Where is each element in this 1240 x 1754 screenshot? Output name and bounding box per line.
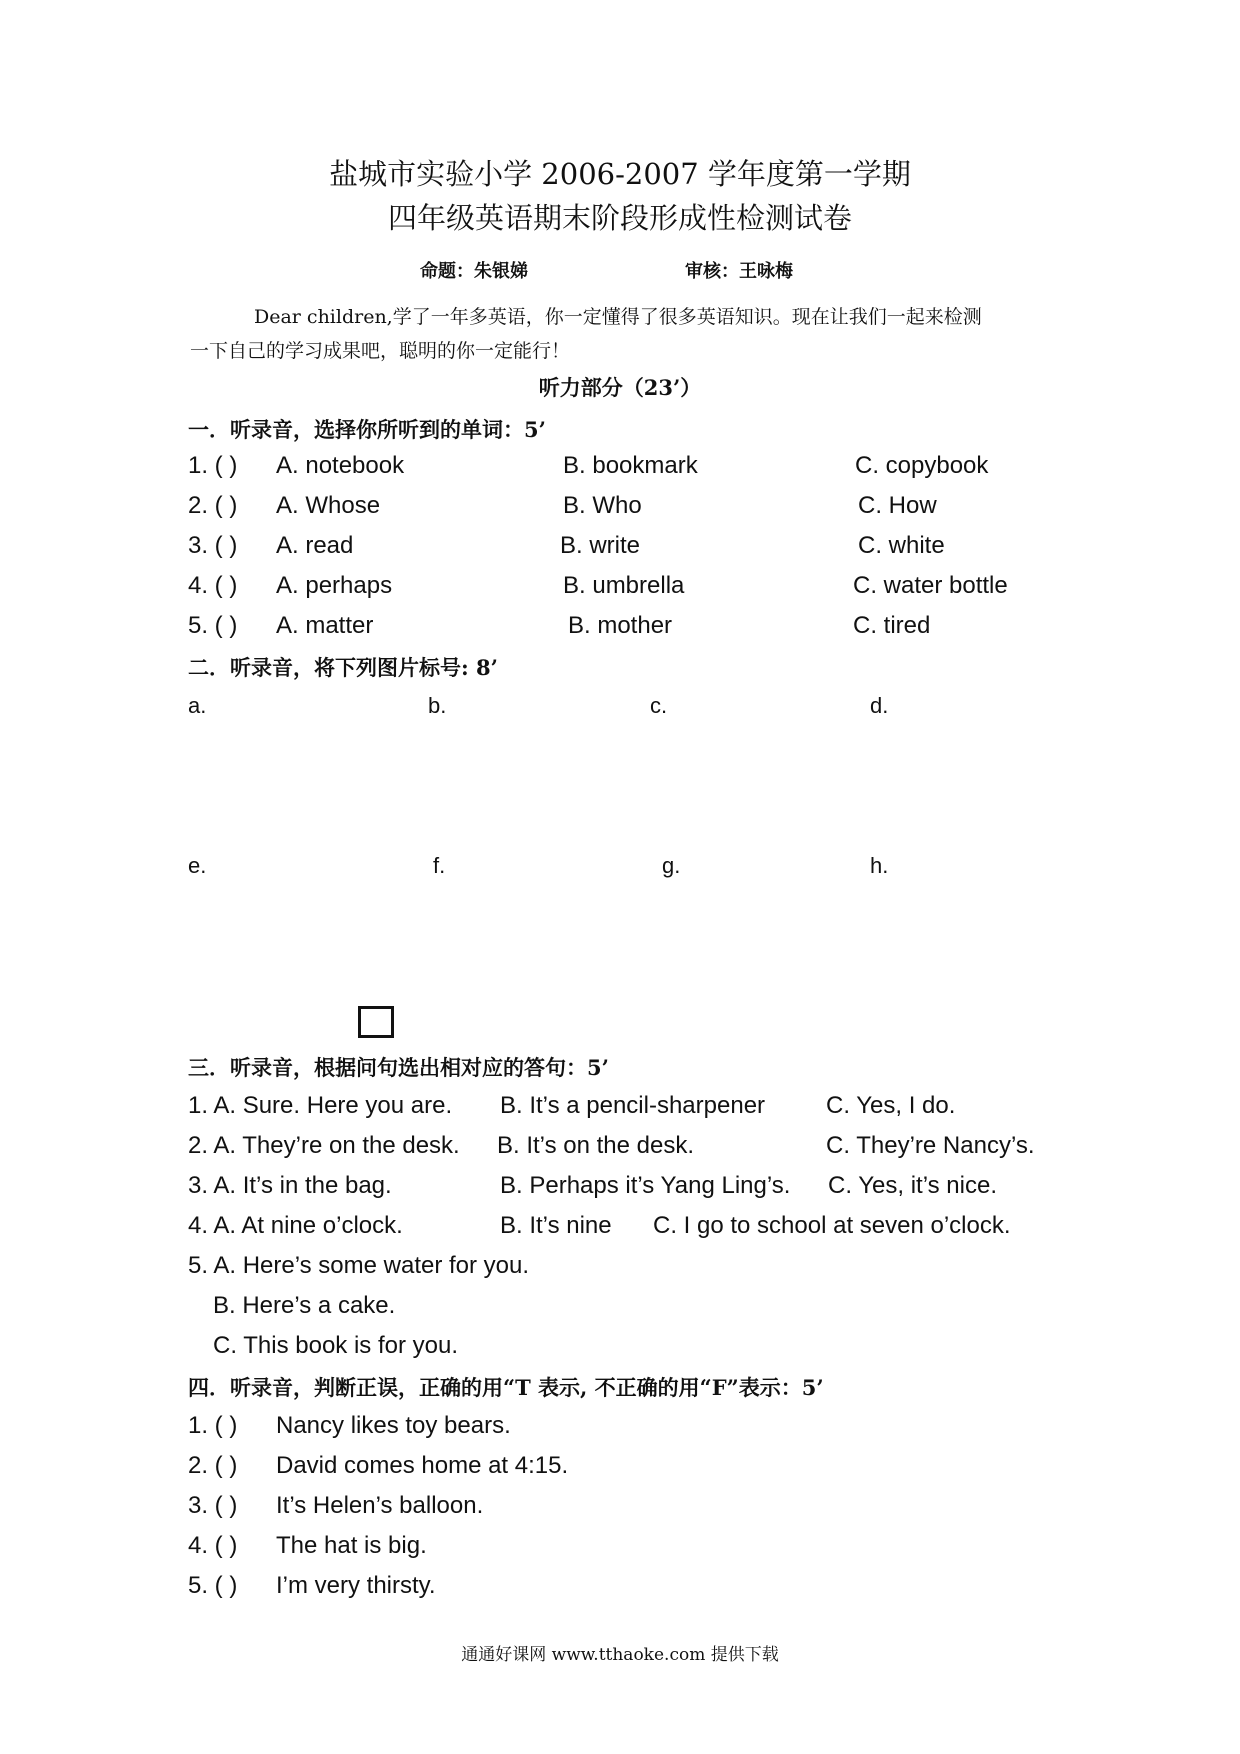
s4-q3-number[interactable]: 3. ( ) — [188, 1492, 238, 1519]
page-footer: 通通好课网 www.tthaoke.com 提供下载 — [461, 1645, 779, 1665]
s4-q2-text: David comes home at 4:15. — [276, 1452, 569, 1479]
answer-box[interactable] — [358, 1006, 394, 1038]
picture-label-h: h. — [870, 853, 889, 878]
section-4-title: 四．听录音，判断正误，正确的用“T 表示, 不正确的用“F”表示：5’ — [188, 1375, 824, 1400]
s3-q3-option-c: C. Yes, it’s nice. — [828, 1172, 997, 1199]
s4-q5-text: I’m very thirsty. — [276, 1572, 436, 1599]
s3-q4-option-a: 4. A. At nine o’clock. — [188, 1212, 403, 1239]
picture-label-a: a. — [188, 693, 207, 718]
s3-q2-option-a: 2. A. They’re on the desk. — [188, 1132, 460, 1159]
intro-line-1: Dear children,学了一年多英语，你一定懂得了很多英语知识。现在让我们一起来检测 — [254, 306, 982, 328]
reviewer-label: 审核：王咏梅 — [685, 261, 793, 282]
s1-q4-option-b: B. umbrella — [563, 572, 685, 599]
s3-q2-option-c: C. They’re Nancy’s. — [826, 1132, 1035, 1159]
s1-q2-option-b: B. Who — [563, 492, 642, 519]
s3-q3-option-a: 3. A. It’s in the bag. — [188, 1172, 392, 1199]
listening-part-title: 听力部分（23’） — [538, 375, 702, 400]
s1-q5-option-c: C. tired — [853, 612, 931, 639]
s1-q1-number[interactable]: 1. ( ) — [188, 452, 238, 479]
picture-label-g: g. — [662, 853, 681, 878]
s1-q1-option-c: C. copybook — [855, 452, 989, 479]
s4-q4-number[interactable]: 4. ( ) — [188, 1532, 238, 1559]
s4-q1-text: Nancy likes toy bears. — [276, 1412, 511, 1439]
s1-q4-number[interactable]: 4. ( ) — [188, 572, 238, 599]
s3-q3-option-b: B. Perhaps it’s Yang Ling’s. — [500, 1172, 791, 1199]
s1-q5-option-a: A. matter — [276, 612, 374, 639]
s3-q1-option-a: 1. A. Sure. Here you are. — [188, 1092, 453, 1119]
s3-q1-option-b: B. It’s a pencil-sharpener — [500, 1092, 766, 1119]
picture-label-e: e. — [188, 853, 207, 878]
section-3-title: 三．听录音，根据问句选出相对应的答句：5’ — [188, 1055, 609, 1080]
section-2-title: 二．听录音，将下列图片标号: 8’ — [188, 655, 498, 680]
s1-q4-option-c: C. water bottle — [853, 572, 1008, 599]
s1-q3-option-c: C. white — [858, 532, 945, 559]
s1-q3-number[interactable]: 3. ( ) — [188, 532, 238, 559]
section-1-title: 一．听录音，选择你所听到的单词：5’ — [188, 417, 546, 442]
s3-q5-option-a: 5. A. Here’s some water for you. — [188, 1252, 530, 1279]
s4-q1-number[interactable]: 1. ( ) — [188, 1412, 238, 1439]
s1-q2-option-a: A. Whose — [276, 492, 381, 519]
s1-q4-option-a: A. perhaps — [276, 572, 393, 599]
picture-label-c: c. — [650, 693, 668, 718]
author-label: 命题：朱银娣 — [420, 261, 528, 282]
picture-label-f: f. — [433, 853, 446, 878]
s1-q5-number[interactable]: 5. ( ) — [188, 612, 238, 639]
picture-label-d: d. — [870, 693, 889, 718]
s1-q1-option-a: A. notebook — [276, 452, 405, 479]
s3-q2-option-b: B. It’s on the desk. — [497, 1132, 695, 1159]
s4-q5-number[interactable]: 5. ( ) — [188, 1572, 238, 1599]
s1-q5-option-b: B. mother — [568, 612, 673, 639]
s1-q1-option-b: B. bookmark — [563, 452, 698, 479]
s4-q3-text: It’s Helen’s balloon. — [276, 1492, 484, 1519]
picture-label-b: b. — [428, 693, 447, 718]
s1-q3-option-b: B. write — [560, 532, 641, 559]
intro-line-2: 一下自己的学习成果吧，聪明的你一定能行！ — [190, 340, 571, 362]
s4-q4-text: The hat is big. — [276, 1532, 427, 1559]
s1-q3-option-a: A. read — [276, 532, 354, 559]
s3-q4-option-c: C. I go to school at seven o’clock. — [653, 1212, 1011, 1239]
s3-q4-option-b: B. It’s nine — [500, 1212, 612, 1239]
s1-q2-number[interactable]: 2. ( ) — [188, 492, 238, 519]
s3-q5-option-b: B. Here’s a cake. — [213, 1292, 396, 1319]
exam-title-line1: 盐城市实验小学 2006-2007 学年度第一学期 — [329, 157, 911, 191]
s3-q5-option-c: C. This book is for you. — [213, 1332, 458, 1359]
exam-title-line2: 四年级英语期末阶段形成性检测试卷 — [387, 201, 852, 235]
s4-q2-number[interactable]: 2. ( ) — [188, 1452, 238, 1479]
s3-q1-option-c: C. Yes, I do. — [826, 1092, 956, 1119]
s1-q2-option-c: C. How — [858, 492, 937, 519]
